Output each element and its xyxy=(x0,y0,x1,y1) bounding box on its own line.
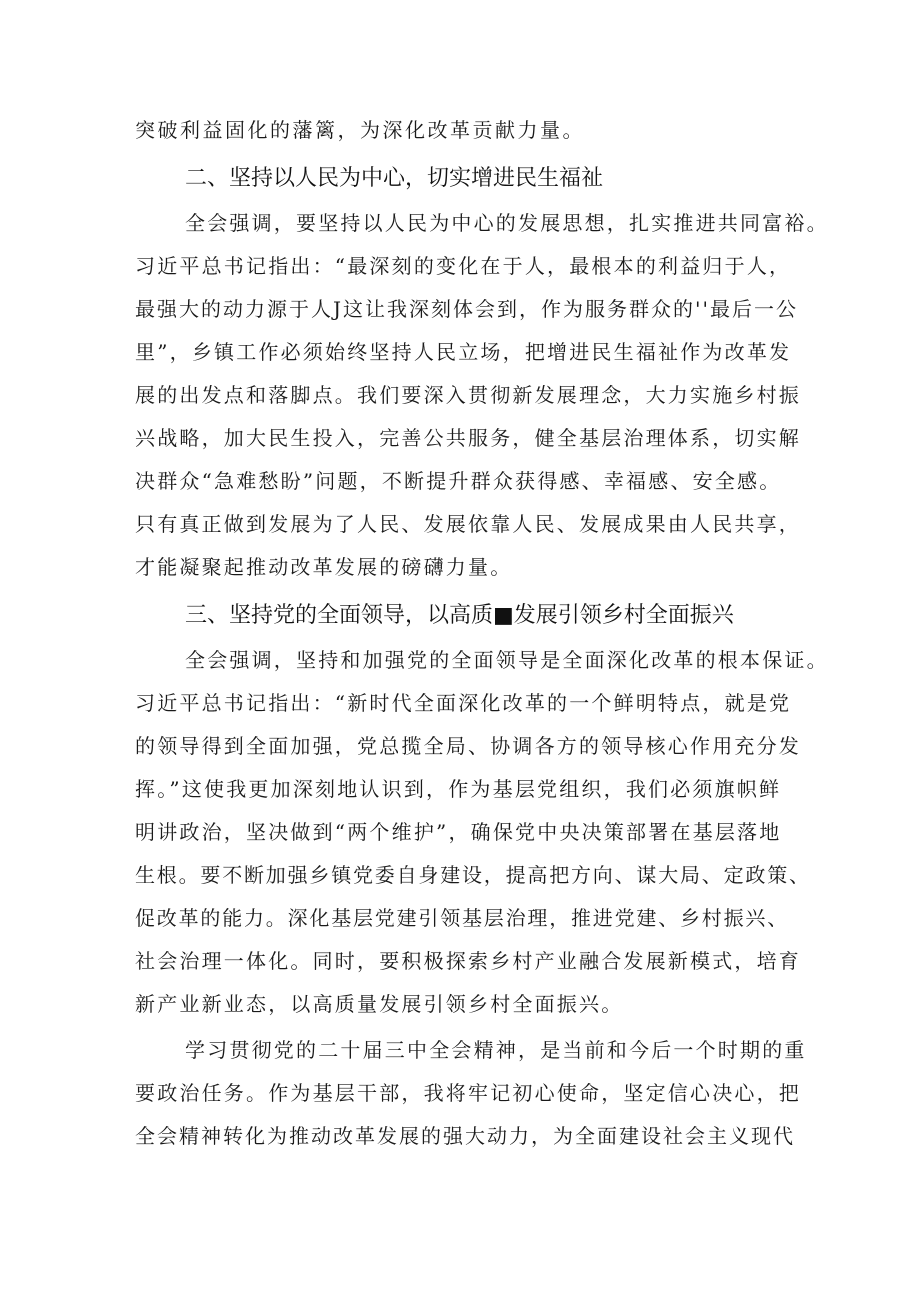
section-2-line: 展的出发点和落脚点。我们要深入贯彻新发展理念，大力实施乡村振 xyxy=(135,383,801,407)
section-3-line: 全会强调，坚持和加强党的全面领导是全面深化改革的根本保证。 xyxy=(185,648,829,672)
intro-line: 突破利益固化的藩篱，为深化改革贡献力量。 xyxy=(135,118,585,142)
section-2-line: 只有真正做到发展为了人民、发展依靠人民、发展成果由人民共享， xyxy=(135,512,801,536)
closing-line: 要政治任务。作为基层干部，我将牢记初心使命，坚定信心决心，把 xyxy=(135,1081,801,1105)
section-2-heading: 二、坚持以人民为中心，切实增进民生福祉 xyxy=(185,166,604,191)
section-3-line: 挥。”这使我更加深刻地认识到，作为基层党组织，我们必须旗帜鲜 xyxy=(135,777,782,801)
section-3-line: 习近平总书记指出：“新时代全面深化改革的一个鲜明特点，就是党 xyxy=(135,691,792,715)
section-2-line: 全会强调，要坚持以人民为中心的发展思想，扎实推进共同富裕。 xyxy=(185,211,829,235)
section-3-line: 生根。要不断加强乡镇党委自身建设，提高把方向、谋大局、定政策、 xyxy=(135,863,811,887)
section-2-line: 里”，乡镇工作必须始终坚持人民立场，把增进民生福祉作为改革发 xyxy=(135,340,792,364)
section-3-line: 促改革的能力。深化基层党建引领基层治理，推进党建、乡村振兴、 xyxy=(135,906,789,930)
closing-line: 学习贯彻党的二十届三中全会精神，是当前和今后一个时期的重 xyxy=(185,1038,807,1062)
section-3-line: 明讲政治，坚决做到“两个维护”，确保党中央决策部署在基层落地 xyxy=(135,820,782,844)
section-2-line: 兴战略，加大民生投入，完善公共服务，健全基层治理体系，切实解 xyxy=(135,426,801,450)
section-2-line: 习近平总书记指出：“最深刻的变化在于人，最根本的利益归于人， xyxy=(135,254,792,278)
section-2-line: 最强大的动力源于人J这让我深刻体会到，作为服务群众的''最后一公 xyxy=(135,297,799,321)
section-3-heading: 三、坚持党的全面领导，以高质■发展引领乡村全面振兴 xyxy=(185,603,734,628)
section-3-line: 社会治理一体化。同时，要积极探索乡村产业融合发展新模式，培育 xyxy=(135,949,801,973)
closing-line: 全会精神转化为推动改革发展的强大动力，为全面建设社会主义现代 xyxy=(135,1124,795,1148)
section-2-line: 才能凝聚起推动改革发展的磅礴力量。 xyxy=(135,555,513,579)
section-3-line: 的领导得到全面加强，党总揽全局、协调各方的领导核心作用充分发 xyxy=(135,734,801,758)
section-3-line: 新产业新业态，以高质量发展引领乡村全面振兴。 xyxy=(135,992,624,1016)
section-2-line: 决群众“急难愁盼”问题，不断提升群众获得感、幸福感、安全感。 xyxy=(135,469,782,493)
